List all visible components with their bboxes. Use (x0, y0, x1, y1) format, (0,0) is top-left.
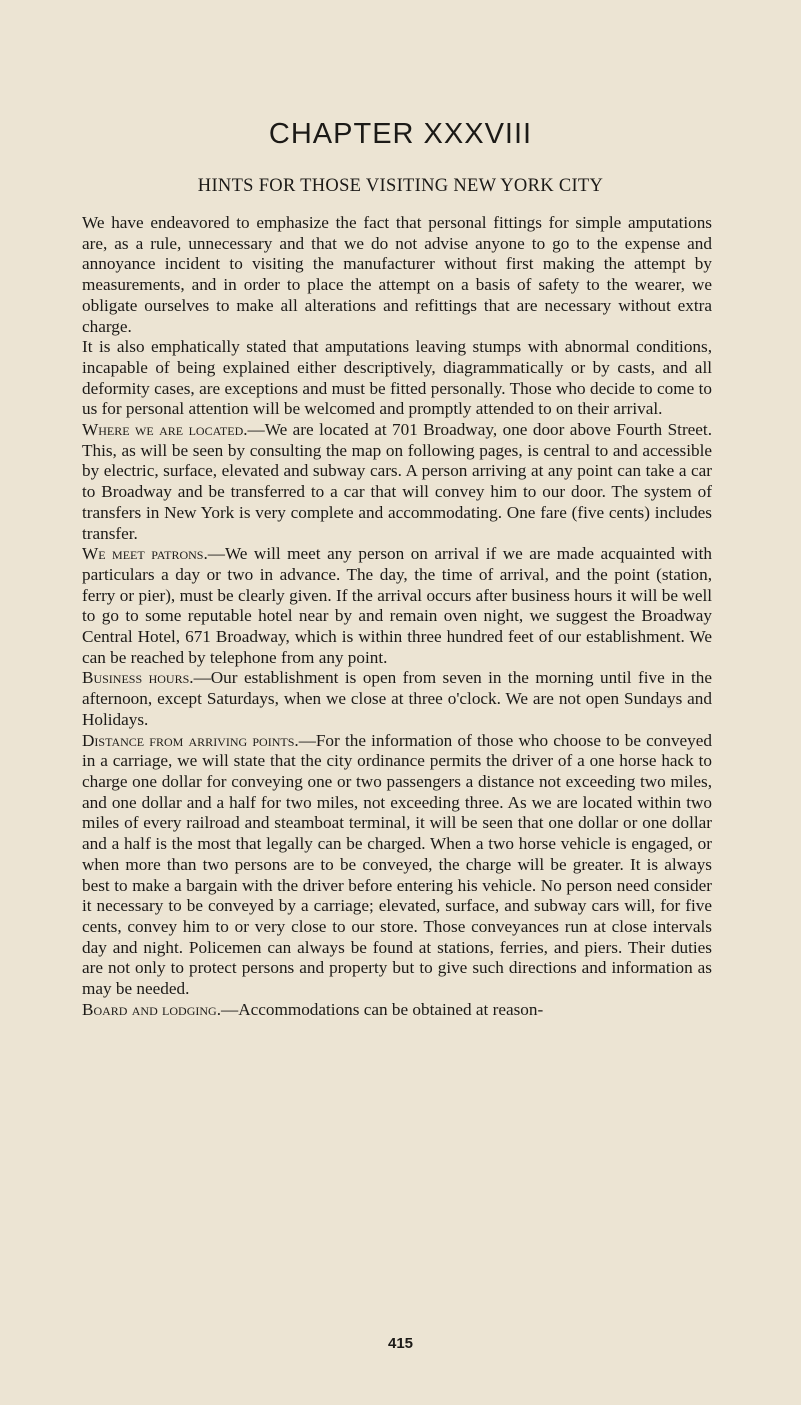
paragraph-heading: Distance from arriving points. (82, 730, 299, 750)
paragraph (82, 213, 712, 337)
paragraph-heading: Where we are located. (82, 420, 248, 440)
paragraph (82, 668, 712, 730)
paragraph-text: We have endeavored to emphasize the fact that personal fittings for simple amputations are, as a rule, unnecessary and that we do not advise anyone to go to the expense and annoyance incident to visiting the manufacturer without first making the attempt by measurements, and in order to place the attempt on a basis of safety to the wearer, we obligate ourselves to make all alterations and refittings that are necessary without extra charge. (82, 213, 712, 336)
paragraph-text: —We are located at 701 Broadway, one door above Fourth Street. This, as will be seen by consulting the map on following pages, is central to and accessible by electric, surface, elevated and subway cars. A person arriving at any point can take a car to Broadway and be transferred to a car that will convey him to our door. The system of transfers in New York is very complete and accommodating. One fare (five cents) includes transfer. (82, 420, 712, 543)
paragraph (82, 1000, 712, 1021)
paragraph-text: —Our establishment is open from seven in the morning until five in the afternoon, except Saturdays, when we close at three o'clock. We are not open Sundays and Holidays. (82, 668, 713, 729)
paragraph (82, 544, 712, 668)
paragraph-text: —For the information of those who choose to be conveyed in a carriage, we will state that the city ordinance permits the driver of a one horse hack to charge one dollar for conveying one or two passengers a distance not exceeding two miles, and one dollar and a half for two miles, not exceeding three. As we are located within two miles of every railroad and steamboat terminal, it will be seen that one dollar or one dollar and a half is the most that legally can be charged. When a two horse vehicle is engaged, or when more than two persons are to be conveyed, the charge will be greater. It is always best to make a bargain with the driver before entering his vehicle. No person need consider it necessary to be conveyed by a carriage; elevated, surface, and subway cars will, for five cents, convey him to or very close to our store. Those conveyances run at close intervals day and night. Policemen can always be found at stations, ferries, and piers. Their duties are not only to protect persons and property but to give such directions and information as may be needed. (82, 730, 712, 999)
paragraph-heading: Board and lodging. (82, 999, 222, 1019)
paragraph-text: —We will meet any person on arrival if we are made acquainted with particulars a day or two in advance. The day, the time of arrival, and the point (station, ferry or pier), must be clearly given. If the arrival occurs after business hours it will be well to go to some reputable hotel near by and remain oven night, we suggest the Broadway Central Hotel, 671 Broadway, which is within three hundred feet of our establishment. We can be reached by telephone from any point. (82, 544, 712, 667)
chapter-title: CHAPTER XXXVIII (268, 118, 533, 150)
paragraph (82, 420, 712, 544)
paragraph (82, 731, 712, 1000)
paragraph-heading: Business hours. (82, 668, 194, 688)
paragraph (82, 337, 712, 420)
body-text (82, 213, 712, 1020)
paragraph-text: It is also emphatically stated that amputations leaving stumps with abnormal conditions, incapable of being explained either descriptively, diagrammatically or by casts, and all deformity cases, are exceptions and must be fitted personally. Those who decide to come to us for personal attention will be welcomed and promptly attended to on their arrival. (82, 337, 712, 419)
page-number: 415 (387, 1335, 414, 1352)
chapter-subtitle: HINTS FOR THOSE VISITING NEW YORK CITY (197, 176, 604, 196)
paragraph-text: —Accommodations can be obtained at reason- (221, 999, 544, 1019)
paragraph-heading: We meet patrons. (82, 544, 208, 564)
